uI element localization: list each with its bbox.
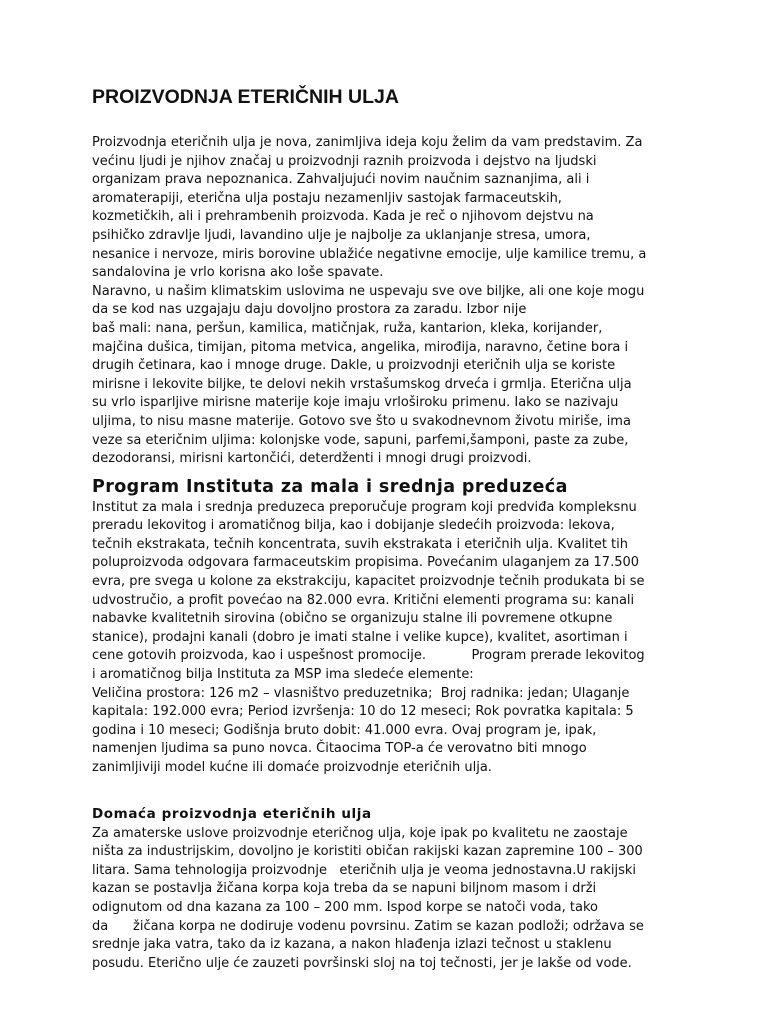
- text-line: da se kod nas uzgajaju daju dovoljno prostora za zaradu. Izbor nije: [92, 302, 527, 318]
- text-line: udvostručio, a profit povećao na 82.000 evra. Kritični elementi programa su: kanali: [92, 592, 635, 608]
- text-line: preradu lekovitog i aromatičnog bilja, kao i dobijanje sledećih proizvoda: lekova,: [92, 518, 615, 534]
- text-line: organizam prava nepoznanica. Zahvaljujući novim naučnim saznanjima, ali i: [92, 172, 590, 188]
- text-line: poluproizvoda odgovara farmaceutskim propisima. Povećanim ulaganjem za 17.500: [92, 555, 640, 571]
- text-line: tečnih ekstrakata, tečnih koncentrata, suvih ekstrakata i eteričnih ulja. Kvalitet tih: [92, 536, 629, 552]
- text-line: Proizvodnja eteričnih ulja je nova, zanimljiva ideja koju želim da vam predstavim. Za: [92, 135, 643, 150]
- text-line: cene gotovih proizvoda, kao i uspešnost promocije. Program prerade lekovitog: [92, 648, 645, 664]
- intro-paragraph: [92, 134, 712, 469]
- text-line: nesanice i nervoze, miris borovine ublažiće negativne emocije, ulje kamilice tremu, a: [92, 246, 647, 262]
- text-line: kozmetičkih, ali i prehrambenih proizvoda. Kada je reč o njihovom dejstvu na: [92, 209, 594, 225]
- document-title: PROIZVODNJA ETERIČNIH ULJA: [92, 86, 399, 108]
- text-line: baš mali: nana, peršun, kamilica, matičnjak, ruža, kantarion, kleka, korijander,: [92, 320, 603, 336]
- text-line: uljima, to nisu masne materije. Gotovo sve što u svakodnevnom životu miriše, ima: [92, 413, 631, 429]
- text-line: drugih četinara, kao i mnoge druge. Dakle, u proizvodnji eteričnih ulja se koriste: [92, 358, 616, 374]
- text-line: evra, pre svega u kolone za ekstrakciju, kapacitet proizvodnje tečnih produkata bi se: [92, 574, 645, 590]
- section-institute-program: [92, 475, 712, 778]
- text-line: godina i 10 meseci; Godišnja bruto dobit: 41.000 evra. Ovaj program je, ipak,: [92, 722, 597, 738]
- text-line: ništa za industrijskim, dovoljno je koristiti običan rakijski kazan zapremine 100 – 300: [92, 844, 643, 860]
- text-line: veze sa eteričnim uljima: kolonjske vode, sapuni, parfemi,šamponi, paste za zube,: [92, 432, 629, 448]
- text-line: mirisne i lekovite biljke, te delovi nekih vrstašumskog drveća i grmlja. Eterična ulja: [92, 376, 632, 392]
- section-heading-institute: Program Instituta za mala i srednja preduzeća: [92, 476, 568, 497]
- text-line: posudu. Eterično ulje će zauzeti površinski sloj na toj tečnosti, jer je lakše od vode.: [92, 955, 632, 971]
- document-page: [92, 84, 712, 973]
- text-line: zanimljiviji model kućne ili domaće proizvodnje eteričnih ulja.: [92, 760, 492, 775]
- text-line: i aromatičnog bilja Instituta za MSP ima sledeće elemente:: [92, 667, 474, 683]
- section-home-body: [92, 825, 712, 974]
- text-line: stanice), prodajni kanali (dobro je imati stalne i velike kupce), kvalitet, asortiman i: [92, 629, 628, 645]
- text-line: većinu ljudi je njihov značaj u proizvodnji raznih proizvoda i dejstvo na ljudski: [92, 153, 597, 169]
- text-line: psihičko zdravlje ljudi, lavandino ulje je najbolje za uklanjanje stresa, umora,: [92, 227, 591, 243]
- text-line: su vrlo isparljive mirisne materije koje imaju vrloširoku primenu. Iako se nazivaju: [92, 395, 619, 411]
- section-institute-body: [92, 499, 712, 778]
- text-line: Institut za mala i srednja preduzeca preporučuje program koji predviđa kompleksnu: [92, 499, 637, 515]
- text-line: aromaterapiji, eterična ulja postaju nezamenljiv sastojak farmaceutskih,: [92, 190, 562, 206]
- section-heading-home: Domaća proizvodnja eteričnih ulja: [92, 805, 372, 822]
- text-line: Naravno, u našim klimatskim uslovima ne uspevaju sve ove biljke, ali one koje mogu: [92, 283, 645, 299]
- section-home-production: [92, 804, 712, 974]
- text-line: namenjen ljudima sa puno novca. Čitaocima TOP-a će verovatno biti mnogo: [92, 741, 587, 757]
- text-line: dezodoransi, mirisni kartončići, deterdženti i mnogi drugi proizvodi.: [92, 451, 532, 467]
- text-line: nabavke kvalitetnih sirovina (obično se organizuju stalne ili povremene otkupne: [92, 611, 613, 627]
- text-line: da žičana korpa ne dodiruje vodenu povrsinu. Zatim se kazan podloži; održava se: [92, 918, 644, 934]
- text-line: Veličina prostora: 126 m2 – vlasništvo preduzetnika; Broj radnika: jedan; Ulaganje: [92, 685, 630, 701]
- text-line: sandalovina je vrlo korisna ako loše spavate.: [92, 265, 384, 281]
- text-line: litara. Sama tehnologija proizvodnje eteričnih ulja je veoma jednostavna.U rakijski: [92, 862, 637, 878]
- text-line: Za amaterske uslove proizvodnje eteričnog ulja, koje ipak po kvalitetu ne zaostaje: [92, 825, 628, 841]
- text-line: kapitala: 192.000 evra; Period izvršenja: 10 do 12 meseci; Rok povratka kapitala: 5: [92, 704, 634, 720]
- text-line: srednje jaka vatra, tako da iz kazana, a nakon hlađenja izlazi tečnost u staklenu: [92, 937, 612, 953]
- text-line: odignutom od dna kazana za 100 – 200 mm. Ispod korpe se natoči voda, tako: [92, 899, 598, 915]
- text-line: kazan se postavlja žičana korpa koja treba da se napuni biljnom masom i drži: [92, 881, 597, 897]
- text-line: majčina dušica, timijan, pitoma metvica, angelika, mirođija, naravno, četine bora i: [92, 339, 629, 355]
